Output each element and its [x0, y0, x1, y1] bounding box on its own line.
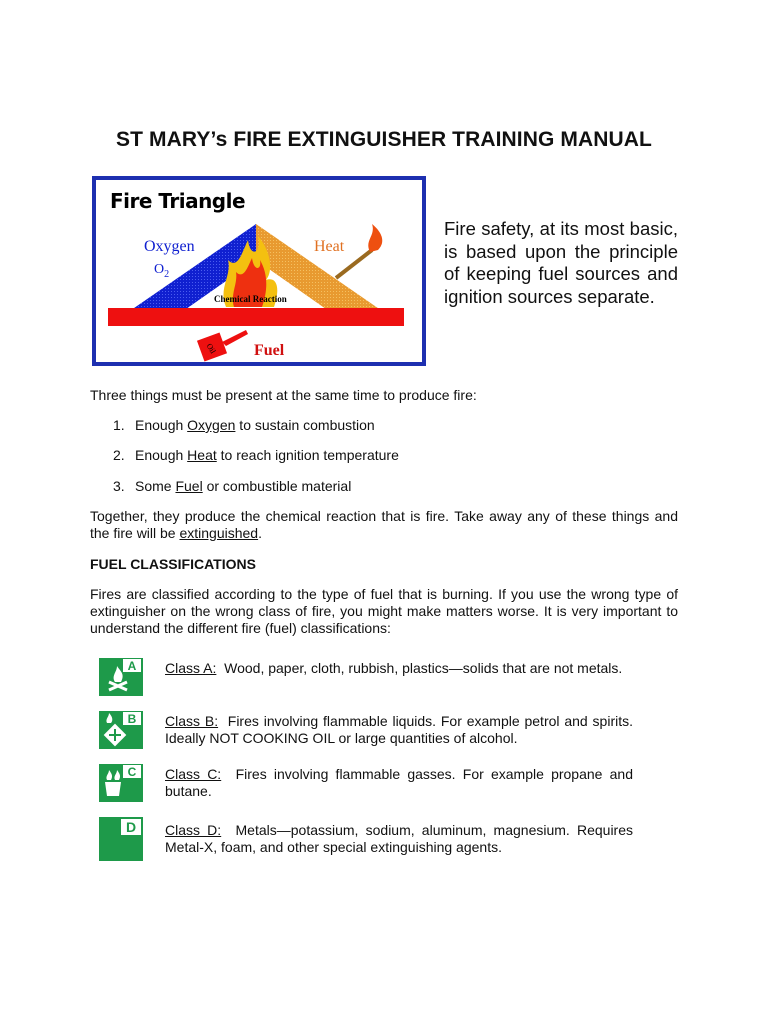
o2-label: $O_2$ [154, 262, 170, 280]
class-a-icon [99, 658, 143, 696]
class-b-icon [99, 711, 143, 749]
class-a-description: Class A: Wood, paper, cloth, rubbish, plastics—solids that are not metals. [165, 660, 623, 676]
class-d-letter: D [125, 819, 137, 835]
list-item-oxygen: 1. Enough Oxygen to sustain combustion [113, 417, 375, 433]
fuel-classifications-heading: FUEL CLASSIFICATIONS [90, 556, 256, 572]
oil-can-label: Oil [204, 341, 218, 356]
intro-paragraph: Fire safety, at its most basic, is based upon the principle of keeping fuel sources and ignition sources separate. [444, 218, 678, 307]
list-item-heat: 2. Enough Heat to reach ignition temperature [113, 447, 399, 463]
class-b-description: Class B: Fires involving flammable liquids. For example petrol and spirits. Ideally NOT COOKING OIL or large quantities of alcohol. [165, 713, 637, 746]
together-paragraph: Together, they produce the chemical reaction that is fire. Take away any of these things and the fire will be extinguished. [90, 508, 678, 541]
class-b-letter: B [127, 712, 137, 726]
triangle-heading: Fire Triangle [110, 189, 246, 213]
three-things-paragraph: Three things must be present at the same time to produce fire: [90, 387, 477, 403]
class-c-description: Class C: Fires involving flammable gasses. For example propane and butane. [165, 766, 637, 799]
class-c-letter: C [127, 765, 137, 779]
class-d-description: Class D: Metals—potassium, sodium, aluminum, magnesium. Requires Metal-X, foam, and other special extinguishing agents. [165, 822, 637, 855]
heat-label: Heat [314, 238, 345, 255]
fire-triangle-figure [92, 176, 426, 366]
fuel-intro-paragraph: Fires are classified according to the type of fuel that is burning. If you use the wrong type of extinguisher on the wrong class of fire, you might make matters worse. It is very important to understand the different fire (fuel) classifications: [90, 586, 678, 636]
class-c-icon [99, 764, 143, 802]
oxygen-label: Oxygen [144, 238, 195, 255]
list-item-fuel: 3. Some Fuel or combustible material [113, 478, 352, 494]
class-a-letter: A [127, 659, 137, 673]
fuel-label: Fuel [254, 342, 285, 359]
chemical-reaction-label: Chemical Reaction [214, 294, 287, 304]
class-d-icon [99, 817, 143, 861]
page-title: ST MARY’s FIRE EXTINGUISHER TRAINING MANUAL [116, 128, 652, 151]
